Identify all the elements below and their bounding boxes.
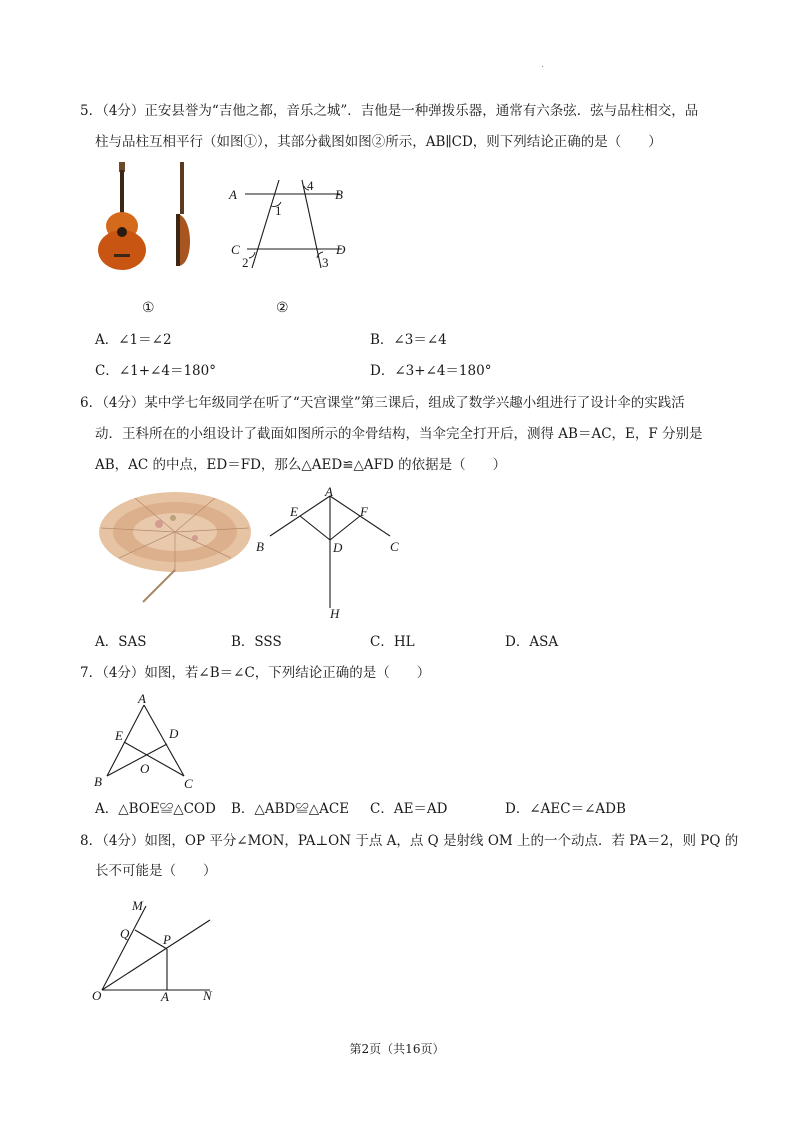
q5-label-B: B <box>335 187 343 202</box>
q8-label-M: M <box>132 898 143 913</box>
q5-parallel-lines-diagram <box>225 172 355 272</box>
q5-label-A: A <box>229 187 237 202</box>
q8-label-N: N <box>203 988 212 1003</box>
q5-stem-line2: 柱与品柱互相平行（如图①），其部分截图如图②所示，AB∥CD，则下列结论正确的是（ ） <box>95 134 662 150</box>
q7-option-c: C．AE＝AD <box>370 801 448 817</box>
q5-option-a: A．∠1＝∠2 <box>95 332 172 348</box>
q5-stem-line1: 5．（4分）正安县誉为“吉他之都，音乐之城”．吉他是一种弹拨乐器，通常有六条弦．弦与品柱相交，品 <box>80 103 699 119</box>
q6-stem-line2: 动．王科所在的小组设计了截面如图所示的伞骨结构，当伞完全打开后，测得 AB＝AC，E，F 分别是 <box>95 426 703 442</box>
q7-label-D: D <box>169 726 179 741</box>
q7-option-d: D．∠AEC＝∠ADB <box>505 801 626 817</box>
q5-option-c: C．∠1+∠4＝180° <box>95 363 216 379</box>
q5-label-2: 2 <box>242 255 249 270</box>
q5-option-d: D．∠3+∠4＝180° <box>370 363 492 379</box>
q8-stem-line1: 8．（4分）如图，OP 平分∠MON，PA⊥ON 于点 A，点 Q 是射线 OM 上的一个动点．若 PA＝2，则 PQ 的 <box>80 833 739 849</box>
q6-option-d: D．ASA <box>505 634 559 650</box>
q7-option-a: A．△BOE≌△COD <box>95 801 216 817</box>
q5-label-D: D <box>336 242 346 257</box>
q6-option-a: A．SAS <box>95 634 147 650</box>
q6-label-C: C <box>390 539 399 554</box>
q6-label-F: F <box>360 504 368 519</box>
page-footer: 第2页（共16页） <box>349 1042 445 1056</box>
q7-label-A: A <box>138 691 146 706</box>
q6-stem-line1: 6．（4分）某中学七年级同学在听了“天宫课堂”第三课后，组成了数学兴趣小组进行了设计伞的实践活 <box>80 395 685 411</box>
q8-angle-bisector-diagram <box>88 894 224 1006</box>
q5-option-b: B．∠3＝∠4 <box>370 332 447 348</box>
q8-label-O: O <box>92 988 102 1003</box>
q5-label-3: 3 <box>322 255 329 270</box>
q5-label-4: 4 <box>307 178 314 193</box>
q6-option-b: B．SSS <box>231 634 282 650</box>
q6-label-E: E <box>290 504 298 519</box>
q6-stem-line3: AB，AC 的中点，ED＝FD，那么△AED≌△AFD 的依据是（ ） <box>95 457 507 473</box>
q6-label-B: B <box>256 539 264 554</box>
q7-label-C: C <box>184 776 193 791</box>
q7-triangle-diagram <box>90 688 202 794</box>
q6-umbrella-frame-diagram <box>252 484 412 622</box>
q6-option-c: C．HL <box>370 634 415 650</box>
guitar-side-image <box>172 162 202 270</box>
umbrella-image <box>95 488 255 608</box>
q5-label-1: 1 <box>275 203 282 218</box>
q6-label-D: D <box>333 540 343 555</box>
guitar-front-image <box>92 162 152 274</box>
q7-label-E: E <box>115 728 123 743</box>
q8-label-A: A <box>161 989 169 1004</box>
q8-label-P: P <box>163 932 171 947</box>
figure2-label: ② <box>276 300 289 316</box>
q6-label-H: H <box>330 606 340 621</box>
q7-label-B: B <box>94 774 102 789</box>
q7-option-b: B．△ABD≌△ACE <box>231 801 350 817</box>
q7-label-O: O <box>140 761 150 776</box>
q5-label-C: C <box>231 242 240 257</box>
figure1-label: ① <box>142 300 155 316</box>
q7-stem-line1: 7．（4分）如图，若∠B＝∠C，下列结论正确的是（ ） <box>80 665 431 681</box>
q8-label-Q: Q <box>120 926 130 941</box>
q8-stem-line2: 长不可能是（ ） <box>95 863 217 879</box>
q6-label-A: A <box>325 484 333 499</box>
page-marker: · <box>541 62 545 73</box>
